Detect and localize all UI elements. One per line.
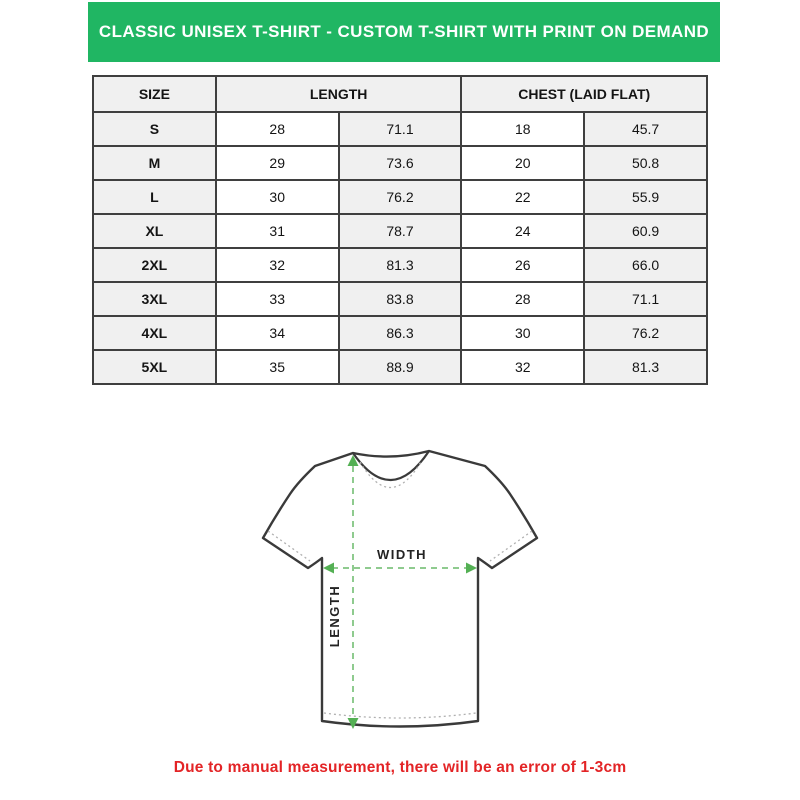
cell-length-in: 33 xyxy=(216,282,339,316)
cell-chest-in: 28 xyxy=(461,282,584,316)
cell-size: 4XL xyxy=(93,316,216,350)
cell-chest-cm: 45.7 xyxy=(584,112,707,146)
table-row xyxy=(93,350,707,384)
cell-size: S xyxy=(93,112,216,146)
cell-length-in: 32 xyxy=(216,248,339,282)
cell-chest-in: 32 xyxy=(461,350,584,384)
table-row xyxy=(93,282,707,316)
title-banner xyxy=(88,2,720,62)
header-chest: CHEST (LAID FLAT) xyxy=(461,76,707,112)
cell-chest-in: 26 xyxy=(461,248,584,282)
cell-length-in: 35 xyxy=(216,350,339,384)
cell-length-cm: 88.9 xyxy=(339,350,462,384)
size-table-body xyxy=(93,112,707,384)
cell-chest-cm: 81.3 xyxy=(584,350,707,384)
cell-length-cm: 78.7 xyxy=(339,214,462,248)
cell-chest-cm: 71.1 xyxy=(584,282,707,316)
cell-chest-cm: 50.8 xyxy=(584,146,707,180)
cell-length-cm: 76.2 xyxy=(339,180,462,214)
cell-size: 3XL xyxy=(93,282,216,316)
tshirt-svg xyxy=(240,430,560,750)
cell-chest-in: 18 xyxy=(461,112,584,146)
table-row xyxy=(93,214,707,248)
cell-chest-cm: 60.9 xyxy=(584,214,707,248)
table-header-row xyxy=(93,76,707,112)
cell-length-cm: 83.8 xyxy=(339,282,462,316)
cell-length-in: 31 xyxy=(216,214,339,248)
table-row xyxy=(93,112,707,146)
width-label: WIDTH xyxy=(376,547,428,562)
table-row xyxy=(93,316,707,350)
cell-length-in: 29 xyxy=(216,146,339,180)
cell-length-in: 28 xyxy=(216,112,339,146)
cell-chest-cm: 55.9 xyxy=(584,180,707,214)
table-row xyxy=(93,180,707,214)
tshirt-outline xyxy=(263,451,537,727)
cell-size: M xyxy=(93,146,216,180)
length-label: LENGTH xyxy=(327,584,342,648)
cell-size: 5XL xyxy=(93,350,216,384)
table-row xyxy=(93,146,707,180)
cell-length-cm: 73.6 xyxy=(339,146,462,180)
header-size: SIZE xyxy=(93,76,216,112)
cell-chest-in: 24 xyxy=(461,214,584,248)
header-length: LENGTH xyxy=(216,76,462,112)
cell-length-in: 30 xyxy=(216,180,339,214)
tshirt-diagram xyxy=(240,430,560,750)
cell-chest-in: 30 xyxy=(461,316,584,350)
size-table xyxy=(92,75,708,385)
cell-size: L xyxy=(93,180,216,214)
cell-chest-cm: 76.2 xyxy=(584,316,707,350)
measurement-note: Due to manual measurement, there will be an error of 1-3cm xyxy=(173,759,627,776)
cell-chest-cm: 66.0 xyxy=(584,248,707,282)
cell-length-cm: 81.3 xyxy=(339,248,462,282)
cell-size: XL xyxy=(93,214,216,248)
cell-chest-in: 20 xyxy=(461,146,584,180)
table-row xyxy=(93,248,707,282)
page-title: CLASSIC UNISEX T-SHIRT - CUSTOM T-SHIRT WITH PRINT ON DEMAND xyxy=(98,22,710,41)
cell-length-cm: 71.1 xyxy=(339,112,462,146)
cell-chest-in: 22 xyxy=(461,180,584,214)
cell-length-cm: 86.3 xyxy=(339,316,462,350)
cell-length-in: 34 xyxy=(216,316,339,350)
cell-size: 2XL xyxy=(93,248,216,282)
